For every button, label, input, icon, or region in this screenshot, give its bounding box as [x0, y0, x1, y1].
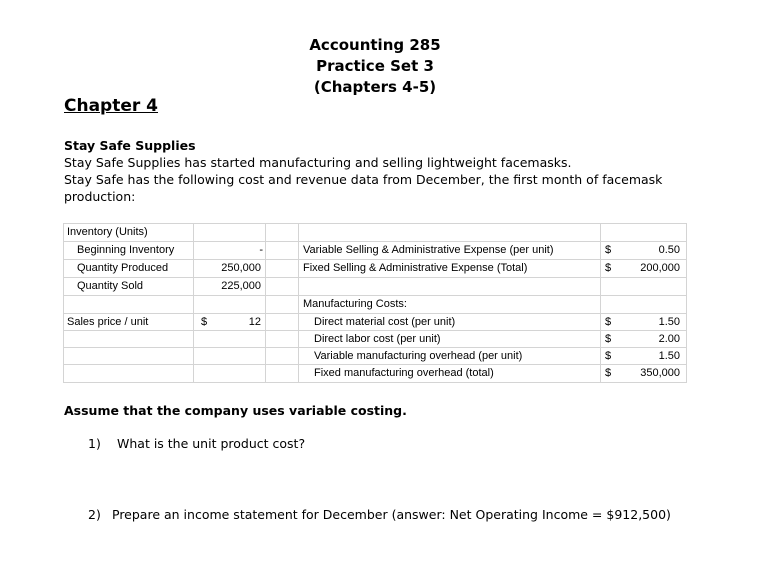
question-1-text: What is the unit product cost?	[117, 436, 306, 451]
grid-line	[63, 223, 64, 383]
intro-line-2: Stay Safe has the following cost and revenue data from December, the first month of facemask	[64, 172, 663, 187]
variable-overhead-currency: $	[605, 350, 612, 362]
intro-line-1: Stay Safe Supplies has started manufacturing and selling lightweight facemasks.	[64, 155, 572, 170]
direct-material-value: 1.50	[658, 316, 680, 328]
grid-line	[298, 223, 299, 383]
fixed-overhead-label: Fixed manufacturing overhead (total)	[314, 367, 494, 379]
direct-material-currency: $	[605, 316, 612, 328]
fixed-sga-label: Fixed Selling & Administrative Expense (Total)	[303, 262, 528, 274]
grid-line	[686, 223, 687, 383]
manufacturing-costs-header: Manufacturing Costs:	[303, 298, 407, 310]
quantity-produced-label: Quantity Produced	[77, 262, 169, 274]
sales-price-value: 12	[248, 316, 261, 328]
variable-sga-label: Variable Selling & Administrative Expense (per unit)	[303, 244, 554, 256]
sales-price-label: Sales price / unit	[67, 316, 149, 328]
grid-line	[63, 223, 687, 224]
course-title: Accounting 285	[309, 36, 441, 54]
grid-line	[265, 223, 266, 383]
direct-labor-value: 2.00	[658, 333, 680, 345]
beginning-inventory-label: Beginning Inventory	[77, 244, 175, 256]
practice-set-title: Practice Set 3	[316, 57, 434, 75]
company-name: Stay Safe Supplies	[64, 138, 196, 153]
direct-material-label: Direct material cost (per unit)	[314, 316, 456, 328]
grid-line	[63, 277, 687, 278]
chapters-subtitle: (Chapters 4-5)	[313, 78, 437, 96]
beginning-inventory-value: -	[259, 244, 263, 256]
variable-sga-currency: $	[605, 244, 612, 256]
fixed-sga-value: 200,000	[640, 262, 680, 274]
quantity-produced-value: 250,000	[221, 262, 261, 274]
variable-overhead-value: 1.50	[658, 350, 680, 362]
question-1-number: 1)	[88, 436, 101, 451]
chapter-heading: Chapter 4	[64, 96, 159, 116]
question-2-number: 2)	[88, 507, 101, 522]
quantity-sold-value: 225,000	[221, 280, 261, 292]
direct-labor-label: Direct labor cost (per unit)	[314, 333, 441, 345]
question-2-text: Prepare an income statement for December (answer: Net Operating Income = $912,500)	[112, 507, 671, 522]
direct-labor-currency: $	[605, 333, 612, 345]
fixed-sga-currency: $	[605, 262, 612, 274]
sales-price-currency: $	[201, 316, 208, 328]
quantity-sold-label: Quantity Sold	[77, 280, 144, 292]
grid-line	[63, 382, 687, 383]
variable-sga-value: 0.50	[658, 244, 680, 256]
variable-overhead-label: Variable manufacturing overhead (per unit)	[314, 350, 523, 362]
intro-line-3: production:	[64, 189, 136, 204]
fixed-overhead-value: 350,000	[640, 367, 680, 379]
data-table	[63, 223, 687, 383]
fixed-overhead-currency: $	[605, 367, 612, 379]
inventory-header: Inventory (Units)	[67, 226, 148, 238]
assumption-text: Assume that the company uses variable costing.	[64, 403, 407, 418]
